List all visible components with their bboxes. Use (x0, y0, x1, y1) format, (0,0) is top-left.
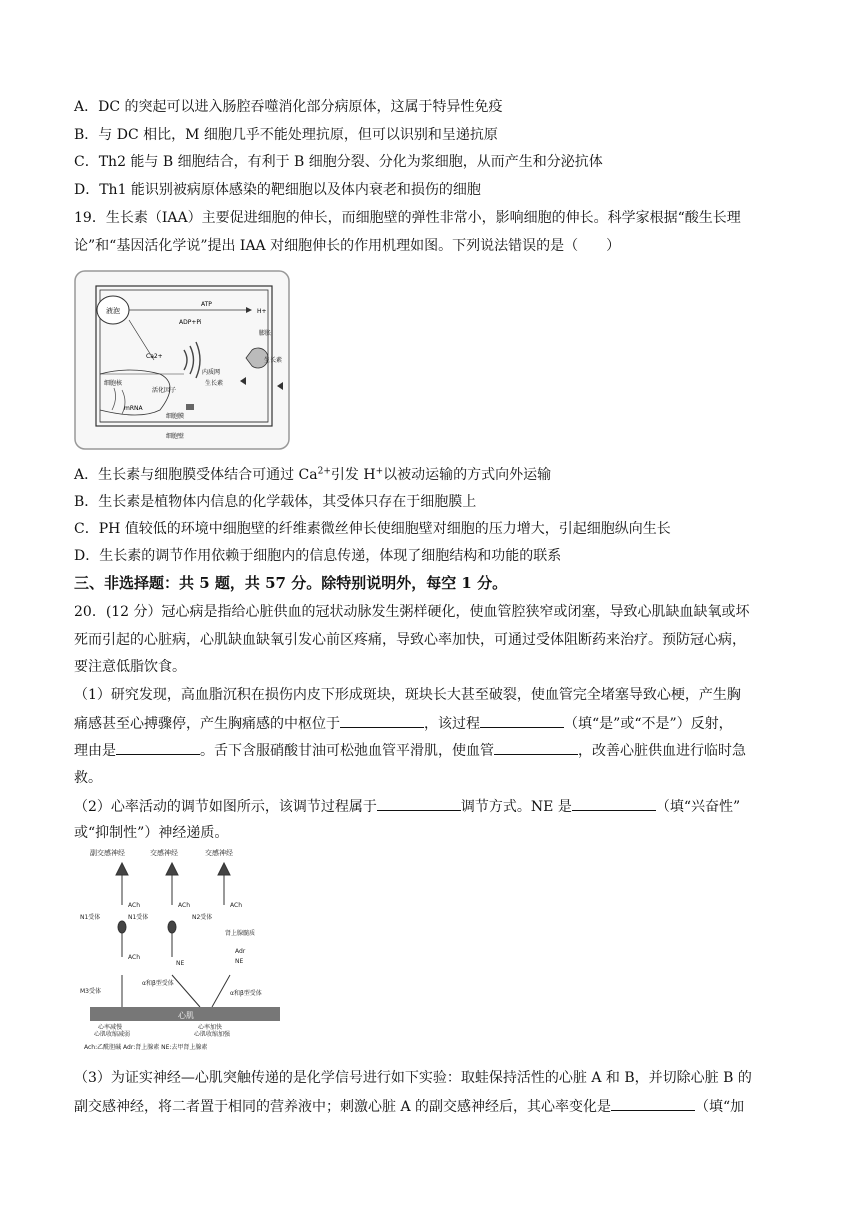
q19-option-c: C．PH 值较低的环境中细胞壁的纤维素微丝伸长使细胞壁对细胞的压力增大，引起细胞纵向生长 (74, 521, 671, 537)
atp-label: ATP (201, 301, 212, 308)
q20-part1-line3: 理由是 。舌下含服硝酸甘油可松弛血管平滑肌，使血管 ，改善心脏供血进行临时急 (74, 740, 794, 761)
q20-part2-line2: 或“抑制性”）神经递质。 (74, 825, 229, 841)
q18-option-b: B．与 DC 相比，M 细胞几乎不能处理抗原，但可以识别和呈递抗原 (74, 127, 498, 143)
expand-label-1: 膨胀 (259, 330, 272, 337)
ne-label-1: NE (176, 960, 185, 967)
er-label: 内质网 (202, 369, 221, 376)
fast-rate-label: 心率加快 (198, 1024, 223, 1031)
answer-blank[interactable] (116, 740, 200, 755)
q19-option-d: D．生长素的调节作用依赖于细胞内的信息传递，体现了细胞结构和功能的联系 (74, 548, 562, 564)
auxin-mechanism-figure (74, 270, 290, 450)
slow-rate-label: 心率减慢 (98, 1024, 123, 1031)
q18-option-c: C．Th2 能与 B 细胞结合，有利于 B 细胞分裂、分化为浆细胞，从而产生和分泌抗体 (74, 154, 603, 170)
parasym-label: 副交感神经 (90, 849, 125, 857)
q19-option-a: A．生长素与细胞膜受体结合可通过 $Ca^{2+}$引发 H+以被动运输的方式向外运输 (74, 466, 552, 483)
ne-label-2: NE (235, 958, 244, 965)
calcium-label: Ca2+ (146, 353, 163, 360)
q20-stem-line3: 要注意低脂饮食。 (74, 659, 186, 675)
q20-part1-line4: 救。 (74, 770, 102, 786)
strong-contraction-label: 心肌收缩加强 (194, 1031, 231, 1038)
h-ion-label: H+ (257, 308, 267, 315)
weak-contraction-label: 心肌收缩减弱 (94, 1031, 131, 1038)
ach-label-2: ACh (178, 902, 190, 909)
ab-receptor-label-1: α和β型受体 (142, 980, 174, 987)
q19-option-b: B．生长素是植物体内信息的化学载体，其受体只存在于细胞膜上 (74, 494, 477, 510)
q18-option-d: D．Th1 能识别被病原体感染的靶细胞以及体内衰老和损伤的细胞 (74, 182, 481, 198)
n1-receptor-label-2: N1受体 (128, 914, 149, 921)
ach-label-4: ACh (128, 954, 140, 961)
section-3-heading: 三、非选择题：共 5 题，共 57 分。除特别说明外，每空 1 分。 (74, 574, 508, 592)
answer-blank[interactable] (572, 796, 656, 811)
q20-part2-line1: （2）心率活动的调节如图所示，该调节过程属于 调节方式。NE 是 （填“兴奋性” (74, 796, 794, 817)
membrane-label: 细胞膜 (166, 413, 185, 420)
n1-receptor-label-1: N1受体 (80, 914, 101, 921)
auxin-label: 生长素 (264, 357, 283, 364)
q20-part1-line1: （1）研究发现，高血脂沉积在损伤内皮下形成斑块，斑块长大甚至破裂，使血管完全堵塞导致心梗，产生胸 (74, 687, 741, 703)
heart-muscle-label: 心肌 (178, 1011, 194, 1020)
wall-label: 细胞壁 (166, 433, 185, 440)
q20-part3-line2: 副交感神经，将二者置于相同的营养液中；刺激心脏 A 的副交感神经后，其心率变化是 （填“加 (74, 1096, 794, 1117)
q20-stem-line1: 20．(12 分）冠心病是指给心脏供血的冠状动脉发生粥样硬化，使血管腔狭窄或闭塞，导致心肌缺血缺氧或坏 (74, 604, 750, 620)
ach-label-3: ACh (230, 902, 242, 909)
sym-label-1: 交感神经 (150, 849, 178, 857)
ab-receptor-label-2: α和β型受体 (230, 990, 262, 997)
sym-label-2: 交感神经 (205, 849, 233, 857)
q19-stem-line2: 论”和“基因活化学说”提出 IAA 对细胞伸长的作用机理如图。下列说法错误的是（ ） (74, 238, 621, 254)
receptor-label: 生长素 (205, 380, 224, 387)
m3-receptor-label: M3受体 (80, 988, 101, 995)
ach-label-1: ACh (128, 902, 140, 909)
q18-option-a: A．DC 的突起可以进入肠腔吞噬消化部分病原体，这属于特异性免疫 (74, 99, 503, 115)
adr-label: Adr (235, 948, 246, 955)
answer-blank[interactable] (480, 713, 564, 728)
vacuole-label: 液泡 (106, 307, 120, 315)
nucleus-label: 细胞核 (104, 380, 123, 387)
answer-blank[interactable] (611, 1096, 695, 1111)
answer-blank[interactable] (340, 713, 424, 728)
q20-part1-line2: 痛感甚至心搏骤停，产生胸痛感的中枢位于 ，该过程 （填“是”或“不是”）反射， (74, 713, 794, 734)
q20-stem-line2: 死而引起的心脏病，心肌缺血缺氧引发心前区疼痛，导致心率加快，可通过受体阻断药来治疗。预防冠心病， (74, 632, 746, 648)
q19-stem-line1: 19．生长素（IAA）主要促进细胞的伸长，而细胞壁的弹性非常小，影响细胞的伸长。科学家根据“酸生长理 (74, 210, 741, 226)
answer-blank[interactable] (377, 796, 461, 811)
n2-receptor-label: N2受体 (192, 914, 213, 921)
activator-label: 活化因子 (152, 387, 177, 394)
adrenal-label: 肾上腺髓质 (225, 930, 256, 937)
q20-part3-line1: （3）为证实神经—心肌突触传递的是化学信号进行如下实验：取蛙保持活性的心脏 A 和 B，并切除心脏 B 的 (74, 1070, 752, 1086)
adp-label: ADP+Pi (179, 319, 202, 326)
mrna-label: mRNA (124, 405, 143, 412)
heart-rate-regulation-figure (80, 845, 290, 1055)
abbreviation-legend: Ach:乙酰胆碱 Adr:肾上腺素 NE:去甲肾上腺素 (84, 1044, 208, 1051)
answer-blank[interactable] (494, 740, 578, 755)
